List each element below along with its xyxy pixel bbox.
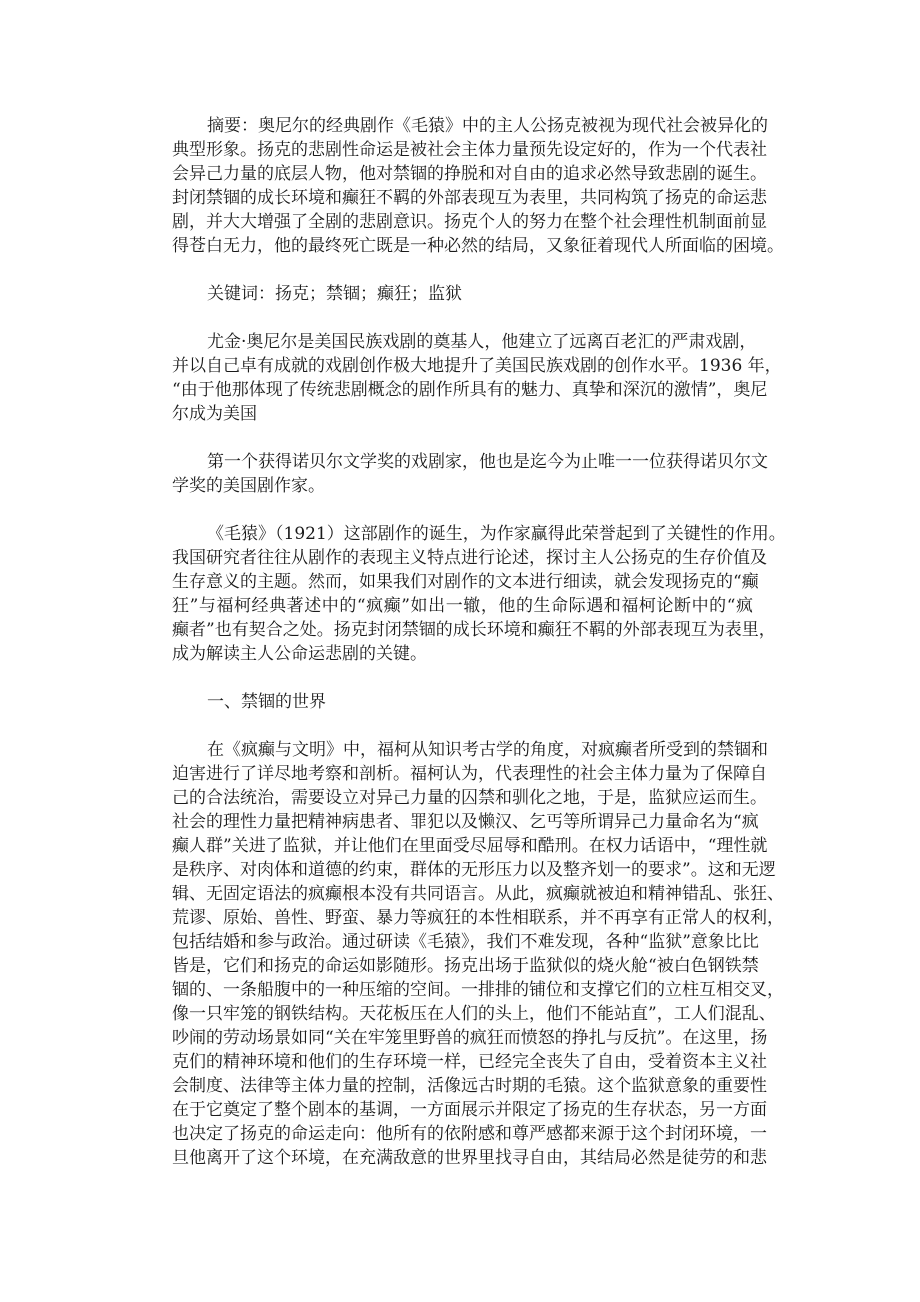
- text-line: 尔成为美国: [172, 404, 257, 424]
- text-line: 成为解读主人公命运悲剧的关键。: [172, 644, 427, 664]
- text-line: 荒谬、原始、兽性、野蛮、暴力等疯狂的本性相联系，并不再享有正常人的权利，: [172, 908, 784, 928]
- section-heading: [172, 690, 753, 714]
- text-line: 旦他离开了这个环境，在充满敌意的世界里找寻自由，其结局必然是徒劳的和悲: [172, 1148, 767, 1168]
- text-line: 迫害进行了详尽地考察和剖析。福柯认为，代表理性的社会主体力量为了保障自: [172, 764, 767, 784]
- text-line: “由于他那体现了传统悲剧概念的剧作所具有的魅力、真挚和深沉的激情”，奥尼: [172, 380, 768, 400]
- text-line: 辑、无固定语法的疯癫根本没有共同语言。从此，疯癫就被迫和精神错乱、张狂、: [172, 884, 784, 904]
- keywords-line: [172, 282, 753, 306]
- text-line: 社会的理性力量把精神病患者、罪犯以及懒汉、乞丐等所谓异己力量命名为“疯: [172, 812, 759, 832]
- text-line: 像一只牢笼的钢铁结构。天花板压在人们的头上，他们不能站直”，工人们混乱、: [172, 1004, 776, 1024]
- text-line: 会异己力量的底层人物，他对禁锢的挣脱和对自由的追求必然导致悲剧的诞生。: [172, 164, 767, 184]
- text-line: 一、禁锢的世界: [207, 692, 326, 712]
- text-line: 锢的、一条船腹中的一种压缩的空间。一排排的铺位和支撑它们的立柱互相交叉，: [172, 980, 784, 1000]
- body-paragraph: [172, 738, 784, 1170]
- text-line: 封闭禁锢的成长环境和癫狂不羁的外部表现互为表里，共同构筑了扬克的命运悲: [172, 188, 767, 208]
- text-line: 得苍白无力，他的最终死亡既是一种必然的结局，又象征着现代人所面临的困境。: [172, 236, 784, 256]
- text-line: 生存意义的主题。然而，如果我们对剧作的文本进行细读，就会发现扬克的“癫: [172, 572, 759, 592]
- text-line: 己的合法统治，需要设立对异己力量的囚禁和驯化之地，于是，监狱应运而生。: [172, 788, 767, 808]
- abstract-paragraph: [172, 114, 784, 258]
- text-line: 尤金·奥尼尔是美国民族戏剧的奠基人，他建立了远离百老汇的严肃戏剧，: [207, 332, 757, 352]
- text-line: 会制度、法律等主体力量的控制，活像远古时期的毛猿。这个监狱意象的重要性: [172, 1076, 767, 1096]
- text-line: 也决定了扬克的命运走向：他所有的依附感和尊严感都来源于这个封闭环境，一: [172, 1124, 767, 1144]
- text-line: 并以自己卓有成就的戏剧创作极大地提升了美国民族戏剧的创作水平。1936 年，: [172, 356, 782, 376]
- text-line: 癫者”也有契合之处。扬克封闭禁锢的成长环境和癫狂不羁的外部表现互为表里，: [172, 620, 776, 640]
- text-line: 癫人群”关进了监狱，并让他们在里面受尽屈辱和酷刑。在权力话语中，“理性就: [172, 836, 768, 856]
- body-paragraph: [172, 450, 768, 498]
- text-line: 在《疯癫与文明》中，福柯从知识考古学的角度，对疯癫者所受到的禁锢和: [207, 740, 768, 760]
- text-line: 我国研究者往往从剧作的表现主义特点进行论述，探讨主人公扬克的生存价值及: [172, 548, 767, 568]
- text-line: 吵闹的劳动场景如同“关在牢笼里野兽的疯狂而愤怒的挣扎与反抗”。在这里，扬: [172, 1028, 768, 1048]
- text-line: 是秩序、对肉体和道德的约束，群体的无形压力以及整齐划一的要求”。这和无逻: [172, 860, 776, 880]
- body-paragraph: [172, 330, 782, 426]
- text-line: 典型形象。扬克的悲剧性命运是被社会主体力量预先设定好的，作为一个代表社: [172, 140, 767, 160]
- text-line: 《毛猿》（1921）这部剧作的诞生，为作家赢得此荣誉起到了关键性的作用。: [207, 524, 786, 544]
- document-body: [172, 114, 786, 1194]
- text-line: 克们的精神环境和他们的生存环境一样，已经完全丧失了自由，受着资本主义社: [172, 1052, 767, 1072]
- body-paragraph: [172, 522, 786, 666]
- text-line: 在于它奠定了整个剧本的基调，一方面展示并限定了扬克的生存状态，另一方面: [172, 1100, 767, 1120]
- text-line: 包括结婚和参与政治。通过研读《毛猿》，我们不难发现，各种“监狱”意象比比: [172, 932, 759, 952]
- text-line: 摘要：奥尼尔的经典剧作《毛猿》中的主人公扬克被视为现代社会被异化的: [207, 116, 768, 136]
- text-line: 关键词：扬克；禁锢；癫狂；监狱: [207, 284, 462, 304]
- text-line: 狂”与福柯经典著述中的“疯癫”如出一辙，他的生命际遇和福柯论断中的“疯: [172, 596, 753, 616]
- text-line: 剧，并大大增强了全剧的悲剧意识。扬克个人的努力在整个社会理性机制面前显: [172, 212, 767, 232]
- text-line: 第一个获得诺贝尔文学奖的戏剧家，他也是迄今为止唯一一位获得诺贝尔文: [207, 452, 768, 472]
- text-line: 学奖的美国剧作家。: [172, 476, 325, 496]
- text-line: 皆是，它们和扬克的命运如影随形。扬克出场于监狱似的烧火舱“被白色钢铁禁: [172, 956, 759, 976]
